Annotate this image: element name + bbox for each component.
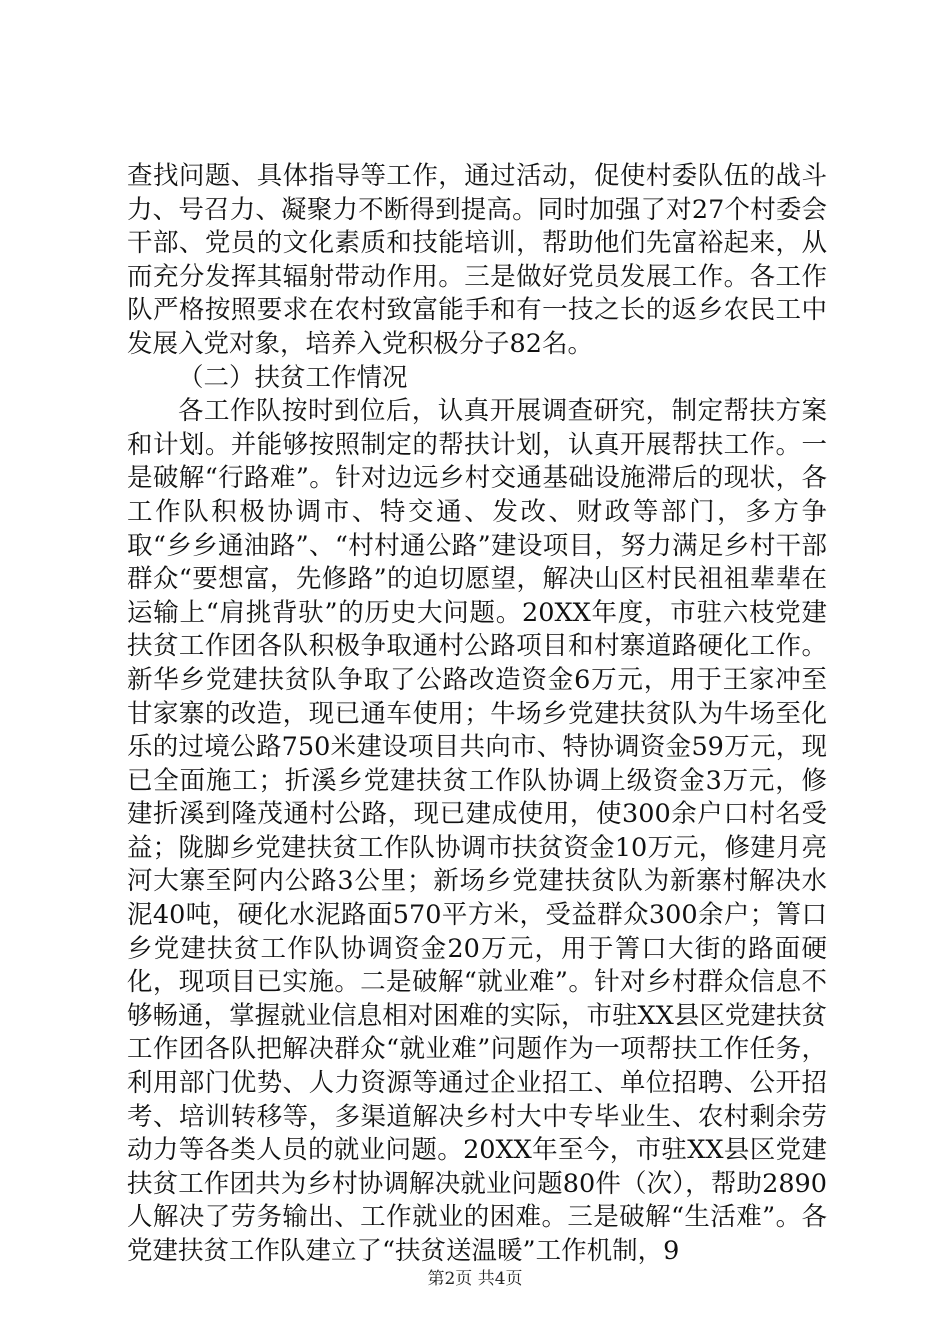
paragraph-continuation: 查找问题、具体指导等工作，通过活动，促使村委队伍的战斗力、号召力、凝聚力不断得到提高。同时加强了对27个村委会干部、党员的文化素质和技能培训，帮助他们先富裕起来，从而充分发挥其辐射带动作用。三是做好党员发展工作。各工作队严格按照要求在农村致富能手和有一技之长的返乡农民工中发展入党对象，培养入党积极分子82名。	[127, 161, 827, 359]
section-heading: （二）扶贫工作情况	[178, 362, 408, 393]
document-body	[127, 160, 827, 1269]
page-footer	[0, 1268, 950, 1290]
page-number-indicator: 第2页 共4页	[427, 1269, 523, 1289]
paragraph-poverty-work: 各工作队按时到位后，认真开展调查研究，制定帮扶方案和计划。并能够按照制定的帮扶计划，认真开展帮扶工作。一是破解“行路难”。针对边远乡村交通基础设施滞后的现状，各工作队积极协调市、特交通、发改、财政等部门，多方争取“乡乡通油路”、“村村通公路”建设项目，努力满足乡村干部群众“要想富，先修路”的迫切愿望，解决山区村民祖祖辈辈在运输上“肩挑背驮”的历史大问题。20XX年度，市驻六枝党建扶贫工作团各队积极争取通村公路项目和村寨道路硬化工作。新华乡党建扶贫队争取了公路改造资金6万元，用于王家冲至甘家寨的改造，现已通车使用；牛场乡党建扶贫队为牛场至化乐的过境公路750米建设项目共向市、特协调资金59万元，现已全面施工；折溪乡党建扶贫工作队协调上级资金3万元，修建折溪到隆茂通村公路，现已建成使用，使300余户口村名受益；陇脚乡党建扶贫工作队协调市扶贫资金10万元，修建月亮河大寨至阿内公路3公里；新场乡党建扶贫队为新寨村解决水泥40吨，硬化水泥路面570平方米，受益群众300余户；箐口乡党建扶贫工作队协调资金20万元，用于箐口大街的路面硬化，现项目已实施。二是破解“就业难”。针对乡村群众信息不够畅通，掌握就业信息相对困难的实际，市驻XX县区党建扶贫工作团各队把解决群众“就业难”问题作为一项帮扶工作任务，利用部门优势、人力资源等通过企业招工、单位招聘、公开招考、培训转移等，多渠道解决乡村大中专毕业生、农村剩余劳动力等各类人员的就业问题。20XX年至今，市驻XX县区党建扶贫工作团共为乡村协调解决就业问题80件（次），帮助2890人解决了劳务输出、工作就业的困难。三是破解“生活难”。各党建扶贫工作队建立了“扶贫送温暖”工作机制，9	[127, 396, 827, 1266]
